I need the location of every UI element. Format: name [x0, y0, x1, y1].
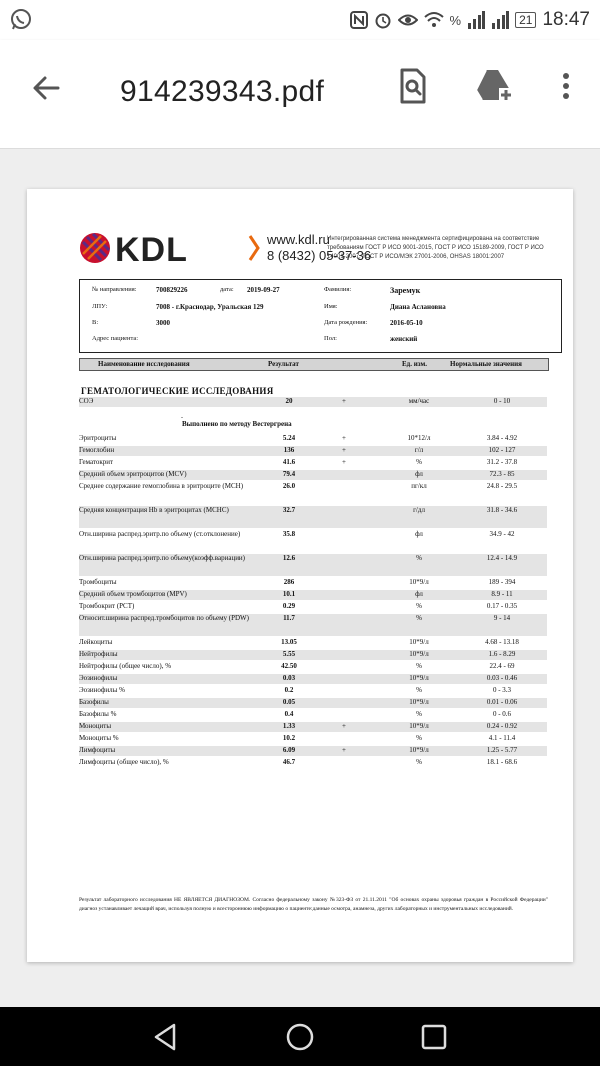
- surname-value: Заремук: [390, 286, 421, 295]
- test-unit: 10*9/л: [409, 650, 429, 658]
- test-result: 11.7: [283, 614, 295, 622]
- name-value: Диана Аслановна: [390, 303, 446, 311]
- test-result: 6.09: [282, 746, 296, 754]
- test-name: Тромбоциты: [79, 578, 117, 586]
- column-norm-header: Нормальные значения: [450, 360, 522, 368]
- test-unit: 10*9/л: [409, 746, 429, 754]
- table-row: [79, 614, 547, 636]
- table-row: [79, 554, 547, 576]
- kdl-logo-mark-icon: [79, 232, 111, 264]
- search-document-icon[interactable]: [393, 66, 433, 106]
- add-to-drive-icon[interactable]: [473, 66, 513, 106]
- result-flag: +: [342, 458, 346, 466]
- test-result: 136: [283, 446, 295, 454]
- section-title: ГЕМАТОЛОГИЧЕСКИЕ ИССЛЕДОВАНИЯ: [81, 386, 274, 396]
- test-name: Нейтрофилы (общее число), %: [79, 662, 172, 670]
- more-vert-icon[interactable]: [546, 66, 586, 106]
- test-result: 10.1: [282, 590, 296, 598]
- reference-range: 31.8 - 34.6: [486, 506, 518, 514]
- sex-label: Пол:: [324, 335, 337, 342]
- reference-range: 0.03 - 0.46: [486, 674, 518, 682]
- column-unit-header: Ед. изм.: [402, 360, 427, 368]
- column-name-header: Наименование исследования: [98, 360, 190, 368]
- test-unit: %: [416, 734, 422, 742]
- test-unit: %: [416, 602, 422, 610]
- app-toolbar: [0, 40, 600, 149]
- pdf-page: [27, 189, 573, 962]
- test-result: 20: [285, 397, 293, 405]
- test-result: 0.4: [284, 710, 294, 718]
- reference-range: 0 - 10: [493, 397, 511, 405]
- reference-range: 4.68 - 13.18: [485, 638, 519, 646]
- method-dot: .: [181, 411, 183, 420]
- test-name: Эозинофилы %: [79, 686, 125, 694]
- test-name: Моноциты %: [79, 734, 119, 742]
- result-flag: +: [342, 397, 346, 405]
- test-unit: 10*9/л: [409, 674, 429, 682]
- table-row: [79, 434, 547, 444]
- reference-range: 31.2 - 37.8: [486, 458, 518, 466]
- disclaimer-footer: Результат лабораторного исследования НЕ ЯВЛЯЕТСЯ ДИАГНОЗОМ. Согласно федеральному закону №323-ФЗ от 21.11.2011 "Об основах охраны здоровья граждан в Российской Федерации" диагноз устанавливает лечащий врач, используя полную и всестороннюю информацию о пациенте:данные осмотра, анамнеза, других лабораторных и инструментальных исследований.: [79, 897, 548, 912]
- sex-value: женский: [390, 335, 418, 343]
- status-bar: [0, 0, 600, 40]
- test-name: СОЭ: [79, 397, 94, 405]
- test-result: 0.29: [282, 602, 296, 610]
- test-result: 13.05: [281, 638, 297, 646]
- date-label: дата:: [220, 286, 234, 293]
- document-title: 914239343.pdf: [120, 75, 325, 108]
- table-row: [79, 674, 547, 684]
- nfc-icon: [350, 11, 368, 29]
- reference-range: 189 - 394: [488, 578, 516, 586]
- reference-range: 1.25 - 5.77: [486, 746, 518, 754]
- test-name: Базофилы %: [79, 710, 117, 718]
- table-row: [79, 506, 547, 528]
- table-row: [79, 458, 547, 468]
- table-row: [79, 650, 547, 660]
- test-result: 1.33: [282, 722, 296, 730]
- recents-square-icon[interactable]: [418, 1021, 450, 1053]
- test-unit: %: [416, 554, 422, 562]
- test-result: 0.03: [282, 674, 296, 682]
- test-name: Моноциты: [79, 722, 112, 730]
- table-row: [79, 530, 547, 552]
- test-name: Отн.ширина распред.эритр.по объему (ст.отклонение): [79, 530, 241, 538]
- test-result: 32.7: [282, 506, 296, 514]
- test-name: Средняя концентрация Hb в эритроцитах (MCHC): [79, 506, 229, 514]
- test-name: Тромбокрит (PCT): [79, 602, 135, 610]
- signal-icon: [467, 11, 485, 29]
- reference-range: 8.9 - 11: [491, 590, 513, 598]
- test-unit: г/дл: [413, 506, 425, 514]
- dob-label: Дата рождения:: [324, 319, 368, 326]
- alarm-icon: [374, 11, 392, 29]
- test-unit: фл: [415, 590, 423, 598]
- table-row: [79, 397, 547, 407]
- test-result: 0.2: [284, 686, 294, 694]
- method-note: Выполнено по методу Вестергрена: [182, 420, 292, 428]
- result-flag: +: [342, 434, 346, 442]
- reference-range: 34.9 - 42: [489, 530, 515, 538]
- table-row: [79, 758, 547, 768]
- test-unit: %: [416, 686, 422, 694]
- test-result: 26.0: [282, 482, 296, 490]
- table-row: [79, 698, 547, 708]
- dob-value: 2016-05-10: [390, 319, 423, 327]
- lpu-value: 7008 - г.Краснодар, Уральская 129: [156, 303, 264, 311]
- test-name: Среднее содержание гемоглобина в эритроците (MCH): [79, 482, 244, 490]
- reference-range: 22.4 - 69: [489, 662, 515, 670]
- wifi-icon: [424, 11, 444, 29]
- logo-text: KDL: [115, 231, 188, 269]
- test-name: Гемоглобин: [79, 446, 115, 454]
- test-name: Нейтрофилы: [79, 650, 118, 658]
- test-unit: 10*12/л: [407, 434, 431, 442]
- results-table-header: [79, 358, 549, 371]
- pdf-viewer[interactable]: [0, 149, 600, 1007]
- whatsapp-icon: [8, 7, 34, 33]
- test-result: 41.6: [282, 458, 296, 466]
- column-result-header: Результат: [268, 360, 299, 368]
- test-name: Средний объем эритроцитов (MCV): [79, 470, 187, 478]
- test-result: 12.6: [282, 554, 296, 562]
- reference-range: 18.1 - 68.6: [486, 758, 518, 766]
- test-result: 0.05: [282, 698, 296, 706]
- reference-range: 0.01 - 0.06: [486, 698, 518, 706]
- test-unit: фл: [415, 530, 423, 538]
- table-row: [79, 578, 547, 588]
- clock: 18:47: [542, 9, 590, 30]
- back-triangle-icon[interactable]: [150, 1021, 182, 1053]
- percent-icon: %: [449, 12, 462, 28]
- reference-range: 72.3 - 85: [489, 470, 515, 478]
- table-row: [79, 710, 547, 720]
- reference-range: 102 - 127: [488, 446, 516, 454]
- address-label: Адрес пациента:: [92, 335, 139, 342]
- reference-range: 12.4 - 14.9: [486, 554, 518, 562]
- test-unit: %: [416, 614, 422, 622]
- reference-range: 3.84 - 4.92: [486, 434, 518, 442]
- eye-icon: [398, 11, 418, 29]
- test-name: Средний объем тромбоцитов (MPV): [79, 590, 187, 598]
- test-name: Относит.ширина распред.тромбоцитов по объему (PDW): [79, 614, 249, 622]
- table-row: [79, 662, 547, 672]
- test-name: Лимфоциты: [79, 746, 116, 754]
- table-row: [79, 482, 547, 504]
- test-unit: 10*9/л: [409, 722, 429, 730]
- doctor-label: В:: [92, 319, 99, 326]
- referral-number: 700829226: [156, 286, 188, 294]
- test-result: 286: [283, 578, 295, 586]
- reference-range: 9 - 14: [493, 614, 511, 622]
- test-name: Эритроциты: [79, 434, 117, 442]
- logo-chevron-icon: [247, 234, 261, 262]
- reference-range: 4.1 - 11.4: [488, 734, 516, 742]
- result-flag: +: [342, 722, 346, 730]
- test-unit: %: [416, 758, 422, 766]
- certification-text: Интегрированная система менеджмента сертифицирована на соответствие требованиям ГОСТ Р ИСО 9001-2015, ГОСТ Р ИСО 15189-2009, ГОСТ Р ИСО 14001-2007, ГОСТ Р ИСО/МЭК 27001-2006, OHSAS 18001:2007: [327, 236, 544, 260]
- website: www.kdl.ru: [267, 232, 330, 247]
- reference-range: 0.24 - 0.92: [486, 722, 518, 730]
- test-name: Отн.ширина распред.эритр.по объему(коэфф.вариации): [79, 554, 246, 562]
- patient-info-box: [79, 279, 562, 353]
- test-result: 79.4: [282, 470, 296, 478]
- name-label: Имя:: [324, 303, 338, 310]
- test-name: Гематокрит: [79, 458, 114, 466]
- result-flag: +: [342, 446, 346, 454]
- back-arrow-icon[interactable]: [28, 70, 64, 106]
- test-unit: фл: [415, 470, 423, 478]
- test-name: Лимфоциты (общее число), %: [79, 758, 169, 766]
- reference-range: 1.6 - 8.29: [488, 650, 516, 658]
- table-row: [79, 734, 547, 744]
- test-unit: 10*9/л: [409, 578, 429, 586]
- test-unit: пг/кл: [411, 482, 427, 490]
- reference-range: 24.8 - 29.5: [486, 482, 518, 490]
- table-row: [79, 446, 547, 456]
- signal-icon-2: [491, 11, 509, 29]
- table-row: [79, 686, 547, 696]
- test-result: 35.8: [282, 530, 296, 538]
- test-unit: %: [416, 458, 422, 466]
- test-name: Эозинофилы: [79, 674, 118, 682]
- test-result: 5.24: [282, 434, 296, 442]
- phone: 8 (8432) 05-37-36: [267, 248, 372, 263]
- reference-range: 0 - 0.6: [492, 710, 512, 718]
- home-circle-icon[interactable]: [284, 1021, 316, 1053]
- battery-indicator: 21: [515, 12, 536, 28]
- lpu-label: ЛПУ:: [92, 303, 108, 310]
- test-unit: г/л: [414, 446, 424, 454]
- reference-range: 0.17 - 0.35: [486, 602, 518, 610]
- test-unit: 10*9/л: [409, 638, 429, 646]
- test-result: 10.2: [282, 734, 296, 742]
- result-flag: +: [342, 746, 346, 754]
- table-row: [79, 590, 547, 600]
- test-unit: мм/час: [408, 397, 430, 405]
- test-name: Базофилы: [79, 698, 109, 706]
- surname-label: Фамилия:: [324, 286, 352, 293]
- table-row: [79, 746, 547, 756]
- table-row: [79, 470, 547, 480]
- test-unit: 10*9/л: [409, 698, 429, 706]
- table-row: [79, 602, 547, 612]
- test-name: Лейкоциты: [79, 638, 113, 646]
- test-unit: %: [416, 710, 422, 718]
- table-row: [79, 722, 547, 732]
- test-result: 5.55: [282, 650, 296, 658]
- doctor-value: 3000: [156, 319, 170, 327]
- test-result: 42.50: [281, 662, 297, 670]
- referral-date: 2019-09-27: [247, 286, 280, 294]
- reference-range: 0 - 3.3: [492, 686, 512, 694]
- system-nav-bar: [0, 1007, 600, 1066]
- test-result: 46.7: [282, 758, 296, 766]
- referral-label: № направления:: [92, 286, 137, 293]
- table-row: [79, 638, 547, 648]
- test-unit: %: [416, 662, 422, 670]
